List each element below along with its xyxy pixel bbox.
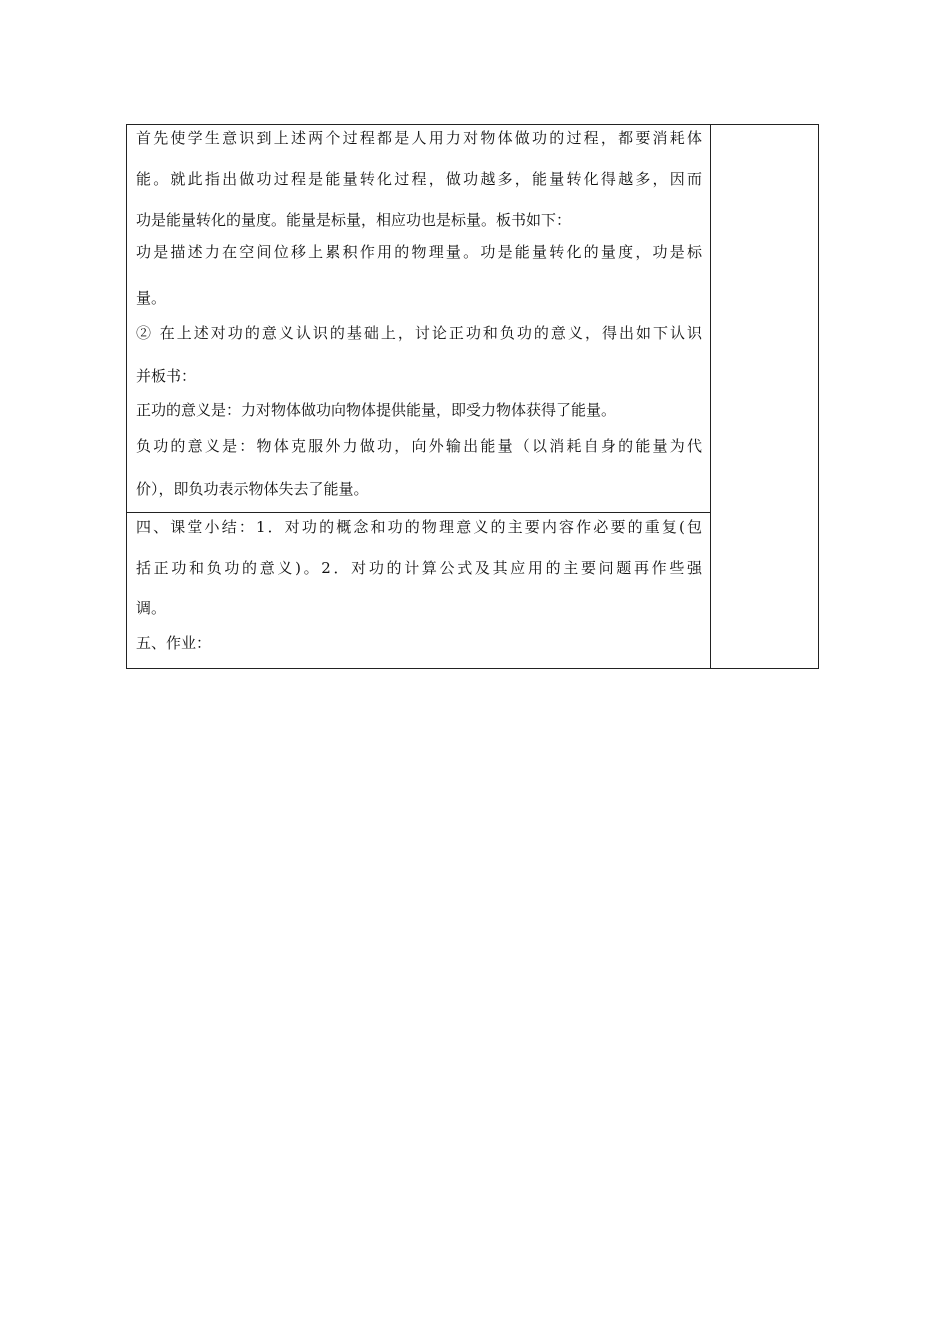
text-line: 括正功和负功的意义)。2．对功的计算公式及其应用的主要问题再作些强 <box>136 559 702 577</box>
row-divider <box>127 512 710 513</box>
text-line: 功是能量转化的量度。能量是标量，相应功也是标量。板书如下： <box>136 211 572 229</box>
text-line: 四、课堂小结：1．对功的概念和功的物理意义的主要内容作必要的重复(包 <box>136 518 702 536</box>
text-line: 能。就此指出做功过程是能量转化过程，做功越多，能量转化得越多，因而 <box>136 170 702 188</box>
text-line: 五、作业： <box>136 634 212 652</box>
text-line: ② 在上述对功的意义认识的基础上，讨论正功和负功的意义，得出如下认识 <box>136 324 702 342</box>
text-line: 功是描述力在空间位移上累积作用的物理量。功是能量转化的量度，功是标 <box>136 243 702 261</box>
text-line: 正功的意义是：力对物体做功向物体提供能量，即受力物体获得了能量。 <box>136 401 617 419</box>
text-line: 负功的意义是：物体克服外力做功，向外输出能量（以消耗自身的能量为代 <box>136 437 702 455</box>
lesson-table <box>126 124 819 669</box>
column-divider <box>710 125 711 668</box>
text-line: 价），即负功表示物体失去了能量。 <box>136 480 369 498</box>
text-line: 并板书： <box>136 367 197 385</box>
text-line: 首先使学生意识到上述两个过程都是人用力对物体做功的过程，都要消耗体 <box>136 129 702 147</box>
text-line: 量。 <box>136 289 167 307</box>
text-line: 调。 <box>136 599 167 617</box>
